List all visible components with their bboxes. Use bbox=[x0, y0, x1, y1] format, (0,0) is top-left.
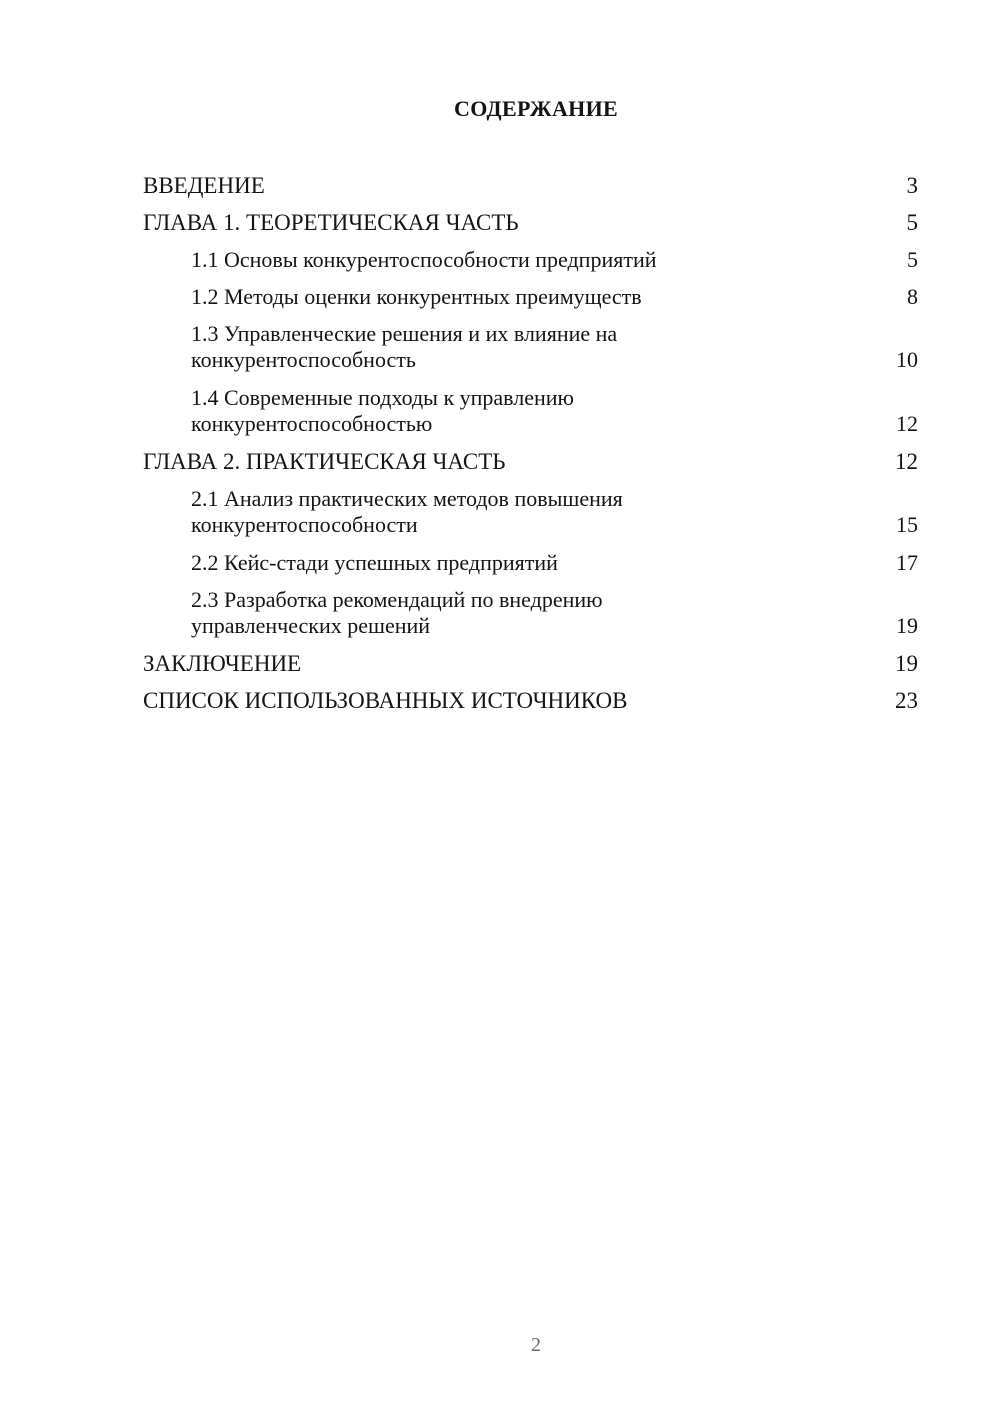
toc-entry-label: СПИСОК ИСПОЛЬЗОВАННЫХ ИСТОЧНИКОВ bbox=[143, 688, 628, 713]
toc-entry-label: ВВЕДЕНИЕ bbox=[143, 173, 265, 198]
toc-entry-section-1-3 bbox=[143, 319, 918, 383]
toc-entry-page: 3 bbox=[906, 173, 918, 198]
toc-entry-chapter-2 bbox=[143, 447, 918, 484]
toc-entry-label: ГЛАВА 2. ПРАКТИЧЕСКАЯ ЧАСТЬ bbox=[143, 449, 506, 474]
toc-entry-label: ЗАКЛЮЧЕНИЕ bbox=[143, 651, 302, 676]
page-title: СОДЕРЖАНИЕ bbox=[454, 96, 618, 121]
toc-entry-page: 19 bbox=[896, 613, 918, 638]
toc-entry-section-2-1 bbox=[143, 484, 918, 548]
toc-entry-label: 1.4 Современные подходы к управлению конкурентоспособностью bbox=[191, 385, 574, 436]
toc-entry-page: 19 bbox=[895, 651, 918, 676]
toc-entry-page: 12 bbox=[896, 411, 918, 436]
toc-entry-page: 8 bbox=[907, 284, 918, 309]
page-number: 2 bbox=[531, 1334, 541, 1356]
toc-entry-label: 1.1 Основы конкурентоспособности предприятий bbox=[191, 247, 657, 272]
toc-entry-introduction bbox=[143, 171, 918, 208]
table-of-contents bbox=[143, 171, 918, 723]
toc-entry-section-2-2 bbox=[143, 548, 918, 585]
toc-entry-label: 2.1 Анализ практических методов повышения конкурентоспособности bbox=[191, 486, 623, 537]
toc-entry-page: 17 bbox=[896, 550, 918, 575]
toc-entry-section-1-4 bbox=[143, 383, 918, 447]
toc-entry-label: 1.2 Методы оценки конкурентных преимуществ bbox=[191, 284, 642, 309]
toc-entry-section-1-1 bbox=[143, 245, 918, 282]
toc-entry-chapter-1 bbox=[143, 208, 918, 245]
toc-entry-label: ГЛАВА 1. ТЕОРЕТИЧЕСКАЯ ЧАСТЬ bbox=[143, 210, 519, 235]
toc-entry-page: 12 bbox=[895, 449, 918, 474]
toc-entry-page: 10 bbox=[896, 347, 918, 372]
toc-entry-section-2-3 bbox=[143, 585, 918, 649]
toc-entry-page: 23 bbox=[895, 688, 918, 713]
toc-entry-page: 5 bbox=[907, 247, 918, 272]
toc-entry-page: 5 bbox=[906, 210, 918, 235]
toc-entry-label: 2.2 Кейс-стади успешных предприятий bbox=[191, 550, 558, 575]
toc-entry-page: 15 bbox=[896, 512, 918, 537]
toc-entry-section-1-2 bbox=[143, 282, 918, 319]
toc-entry-label: 1.3 Управленческие решения и их влияние на конкурентоспособность bbox=[191, 321, 618, 372]
toc-entry-references bbox=[143, 686, 918, 723]
toc-entry-conclusion bbox=[143, 649, 918, 686]
toc-entry-label: 2.3 Разработка рекомендаций по внедрению управленческих решений bbox=[191, 587, 603, 638]
